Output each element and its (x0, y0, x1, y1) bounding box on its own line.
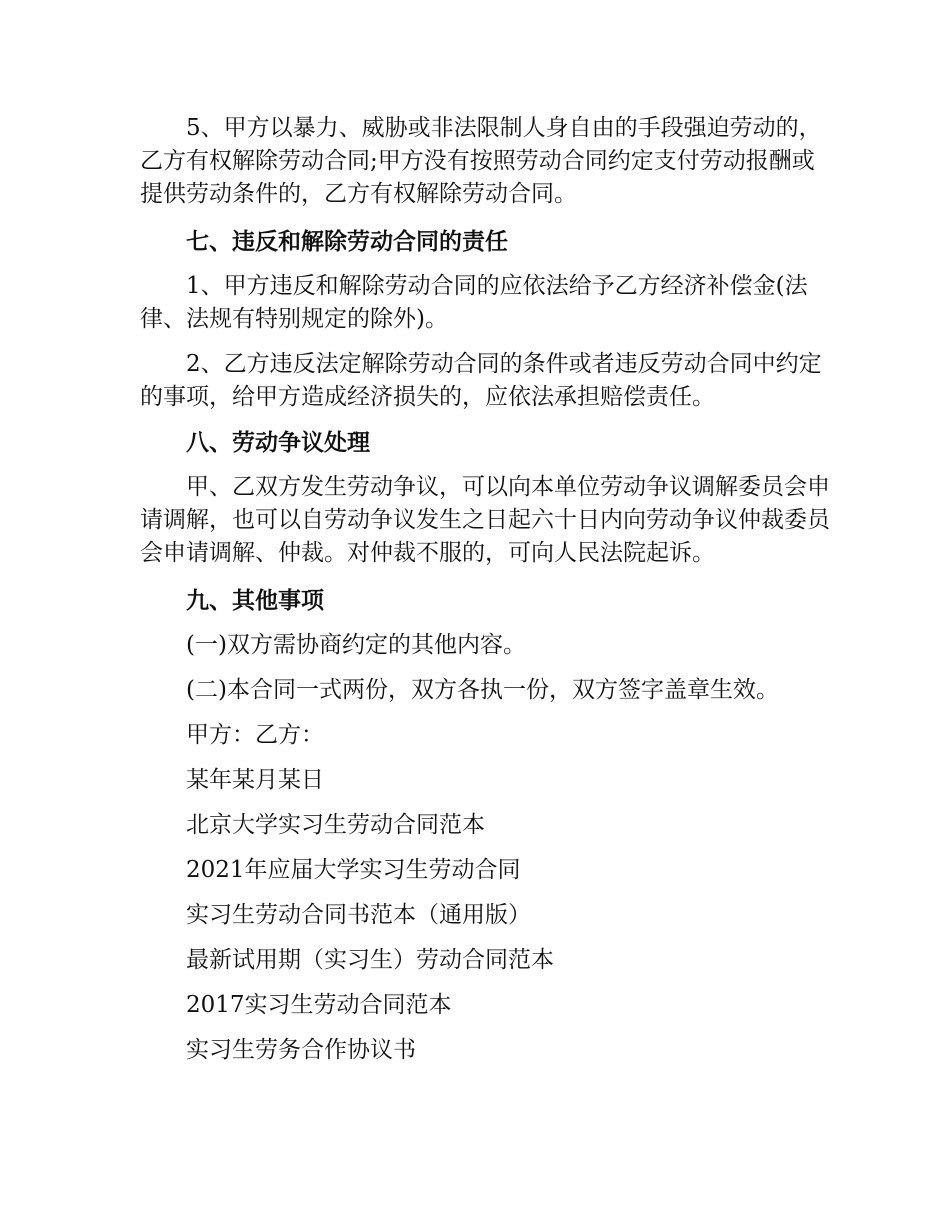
clause-5-paragraph: 5、甲方以暴力、威胁或非法限制人身自由的手段强迫劳动的，乙方有权解除劳动合同;甲方没有按照劳动合同约定支付劳动报酬或提供劳动条件的，乙方有权解除劳动合同。 (140, 115, 822, 207)
section-8-paragraph: 甲、乙双方发生劳动争议，可以向本单位劳动争议调解委员会申请调解，也可以自劳动争议发生之日起六十日内向劳动争议仲裁委员会申请调解、仲裁。对仲裁不服的，可向人民法院起诉。 (140, 474, 830, 566)
related-link-2[interactable]: 2021年应届大学实习生劳动合同 (186, 857, 521, 883)
related-link-6[interactable]: 实习生劳务合作协议书 (186, 1037, 416, 1063)
section-7-clause-2: 2、乙方违反法定解除劳动合同的条件或者违反劳动合同中约定的事项，给甲方造成经济损失的，应依法承担赔偿责任。 (140, 351, 822, 410)
section-7-heading: 七、违反和解除劳动合同的责任 (186, 228, 508, 255)
section-8-heading: 八、劳动争议处理 (186, 429, 370, 456)
section-9-heading: 九、其他事项 (186, 587, 324, 614)
related-link-4[interactable]: 最新试用期（实习生）劳动合同范本 (186, 947, 554, 973)
document-page (140, 112, 830, 1067)
related-link-5[interactable]: 2017实习生劳动合同范本 (186, 992, 452, 1018)
date-line: 某年某月某日 (186, 767, 324, 793)
related-link-1[interactable]: 北京大学实习生劳动合同范本 (186, 812, 485, 838)
section-9-item-2: (二)本合同一式两份，双方各执一份，双方签字盖章生效。 (186, 677, 779, 703)
section-7-clause-1: 1、甲方违反和解除劳动合同的应依法给予乙方经济补偿金(法律、法规有特别规定的除外)。 (140, 273, 808, 332)
section-9-item-1: (一)双方需协商约定的其他内容。 (186, 632, 526, 658)
signature-line: 甲方：乙方： (186, 722, 324, 748)
related-link-3[interactable]: 实习生劳动合同书范本（通用版） (186, 902, 531, 928)
